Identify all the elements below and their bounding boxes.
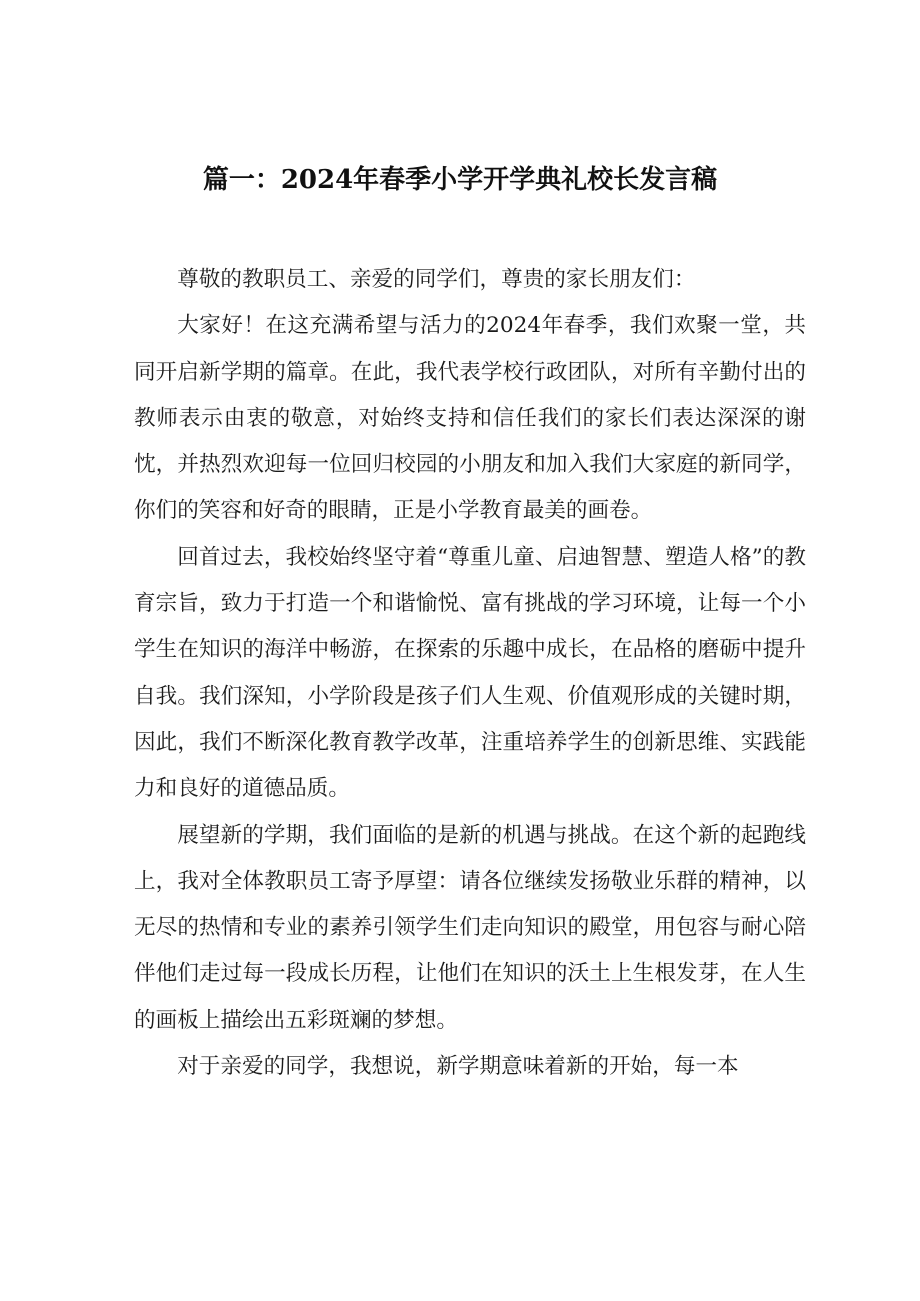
paragraph-review: 回首过去，我校始终坚守着“尊重儿童、启迪智慧、塑造人格”的教育宗旨，致力于打造一个和谐愉悦、富有挑战的学习环境，让每一个小学生在知识的海洋中畅游，在探索的乐趣中成长，在品格的磨砺中提升自我。我们深知，小学阶段是孩子们人生观、价值观形成的关键时期，因此，我们不断深化教育教学改革，注重培养学生的创新思维、实践能力和良好的道德品质。 [134,544,806,802]
paragraph-greeting: 大家好！在这充满希望与活力的2024年春季，我们欢聚一堂，共同开启新学期的篇章。在此，我代表学校行政团队，对所有辛勤付出的教师表示由衷的敬意，对始终支持和信任我们的家长们表达深深的谢忱，并热烈欢迎每一位回归校园的小朋友和加入我们大家庭的新同学，你们的笑容和好奇的眼睛，正是小学教育最美的画卷。 [134,313,806,524]
paragraph-salutation: 尊敬的教职员工、亲爱的同学们，尊贵的家长朋友们： [177,267,696,292]
paragraph-outlook: 展望新的学期，我们面临的是新的机遇与挑战。在这个新的起跑线上，我对全体教职员工寄予厚望：请各位继续发扬敬业乐群的精神，以无尽的热情和专业的素养引领学生们走向知识的殿堂，用包容与耐心陪伴他们走过每一段成长历程，让他们在知识的沃土上生根发芽，在人生的画板上描绘出五彩斑斓的梦想。 [134,822,806,1033]
document-title: 篇一：2024年春季小学开学典礼校长发言稿 [202,165,718,195]
document-body [134,257,806,1090]
paragraph-students: 对于亲爱的同学，我想说，新学期意味着新的开始，每一本 [177,1054,739,1080]
